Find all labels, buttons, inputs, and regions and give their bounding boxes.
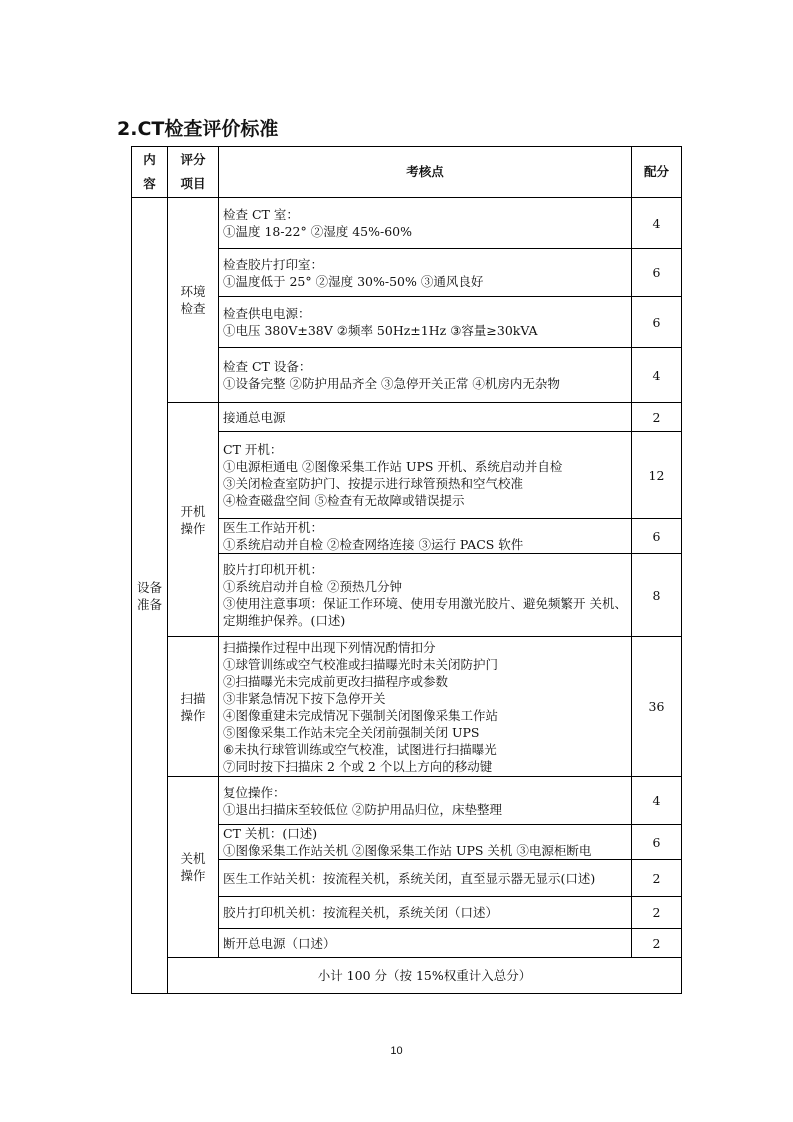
evaluation-table [131, 146, 682, 994]
score-cell: 36 [632, 637, 682, 777]
group-cell: 开机 操作 [168, 403, 219, 637]
score-cell: 2 [632, 860, 682, 897]
group-cell: 环境 检查 [168, 198, 219, 403]
checkpoint-cell: 胶片打印机关机：按流程关机，系统关闭（口述） [219, 897, 632, 929]
header-item: 评分 项目 [168, 147, 219, 198]
score-cell: 8 [632, 554, 682, 637]
table-row [132, 777, 682, 825]
table-row [132, 403, 682, 432]
score-cell: 4 [632, 777, 682, 825]
subtotal-row [132, 958, 682, 994]
checkpoint-cell: 检查 CT 设备： ①设备完整 ②防护用品齐全 ③急停开关正常 ④机房内无杂物 [219, 348, 632, 403]
group-cell: 扫描 操作 [168, 637, 219, 777]
checkpoint-cell: 断开总电源（口述） [219, 929, 632, 958]
header-row [132, 147, 682, 198]
checkpoint-cell: 扫描操作过程中出现下列情况酌情扣分 ①球管训练或空气校准或扫描曝光时未关闭防护门 ②扫描曝光未完成前更改扫描程序或参数 ③非紧急情况下按下急停开关 ④图像重建未完成情况下强制关闭图像采集工作站 ⑤图像采集工作站未完全关闭前强制关闭 UPS ⑥未执行球管训练或空气校准，试图进行扫描曝光 ⑦同时按下扫描床 2 个或 2 个以上方向的移动键 [219, 637, 632, 777]
checkpoint-cell: CT 关机：(口述) ①图像采集工作站关机 ②图像采集工作站 UPS 关机 ③电源柜断电 [219, 825, 632, 860]
header-checkpoint: 考核点 [219, 147, 632, 198]
checkpoint-cell: 医生工作站关机：按流程关机，系统关闭，直至显示器无显示(口述) [219, 860, 632, 897]
section-cell: 设备 准备 [132, 198, 168, 994]
score-cell: 6 [632, 249, 682, 297]
checkpoint-cell: 接通总电源 [219, 403, 632, 432]
checkpoint-cell: 医生工作站开机： ①系统启动并自检 ②检查网络连接 ③运行 PACS 软件 [219, 519, 632, 554]
header-score: 配分 [632, 147, 682, 198]
header-content: 内 容 [132, 147, 168, 198]
subtotal-cell: 小计 100 分（按 15%权重计入总分） [168, 958, 682, 994]
score-cell: 6 [632, 519, 682, 554]
score-cell: 2 [632, 929, 682, 958]
checkpoint-cell: 复位操作： ①退出扫描床至较低位 ②防护用品归位，床垫整理 [219, 777, 632, 825]
score-cell: 4 [632, 348, 682, 403]
score-cell: 6 [632, 825, 682, 860]
score-cell: 2 [632, 897, 682, 929]
score-cell: 6 [632, 297, 682, 348]
checkpoint-cell: 检查供电电源： ①电压 380V±38V ②频率 50Hz±1Hz ③容量≥30kVA [219, 297, 632, 348]
score-cell: 12 [632, 432, 682, 519]
score-cell: 2 [632, 403, 682, 432]
score-cell: 4 [632, 198, 682, 249]
checkpoint-cell: 检查 CT 室： ①温度 18-22° ②湿度 45%-60% [219, 198, 632, 249]
section-title: 2.CT检查评价标准 [117, 118, 279, 140]
checkpoint-cell: 胶片打印机开机： ①系统启动并自检 ②预热几分钟 ③使用注意事项：保证工作环境、使用专用激光胶片、避免频繁开 关机、定期维护保养。(口述) [219, 554, 632, 637]
table-row [132, 637, 682, 777]
page-number: 10 [390, 1045, 403, 1057]
checkpoint-cell: 检查胶片打印室： ①温度低于 25° ②湿度 30%-50% ③通风良好 [219, 249, 632, 297]
group-cell: 关机 操作 [168, 777, 219, 958]
checkpoint-cell: CT 开机： ①电源柜通电 ②图像采集工作站 UPS 开机、系统启动并自检 ③关闭检查室防护门、按提示进行球管预热和空气校准 ④检查磁盘空间 ⑤检查有无故障或错误提示 [219, 432, 632, 519]
table-row [132, 198, 682, 249]
